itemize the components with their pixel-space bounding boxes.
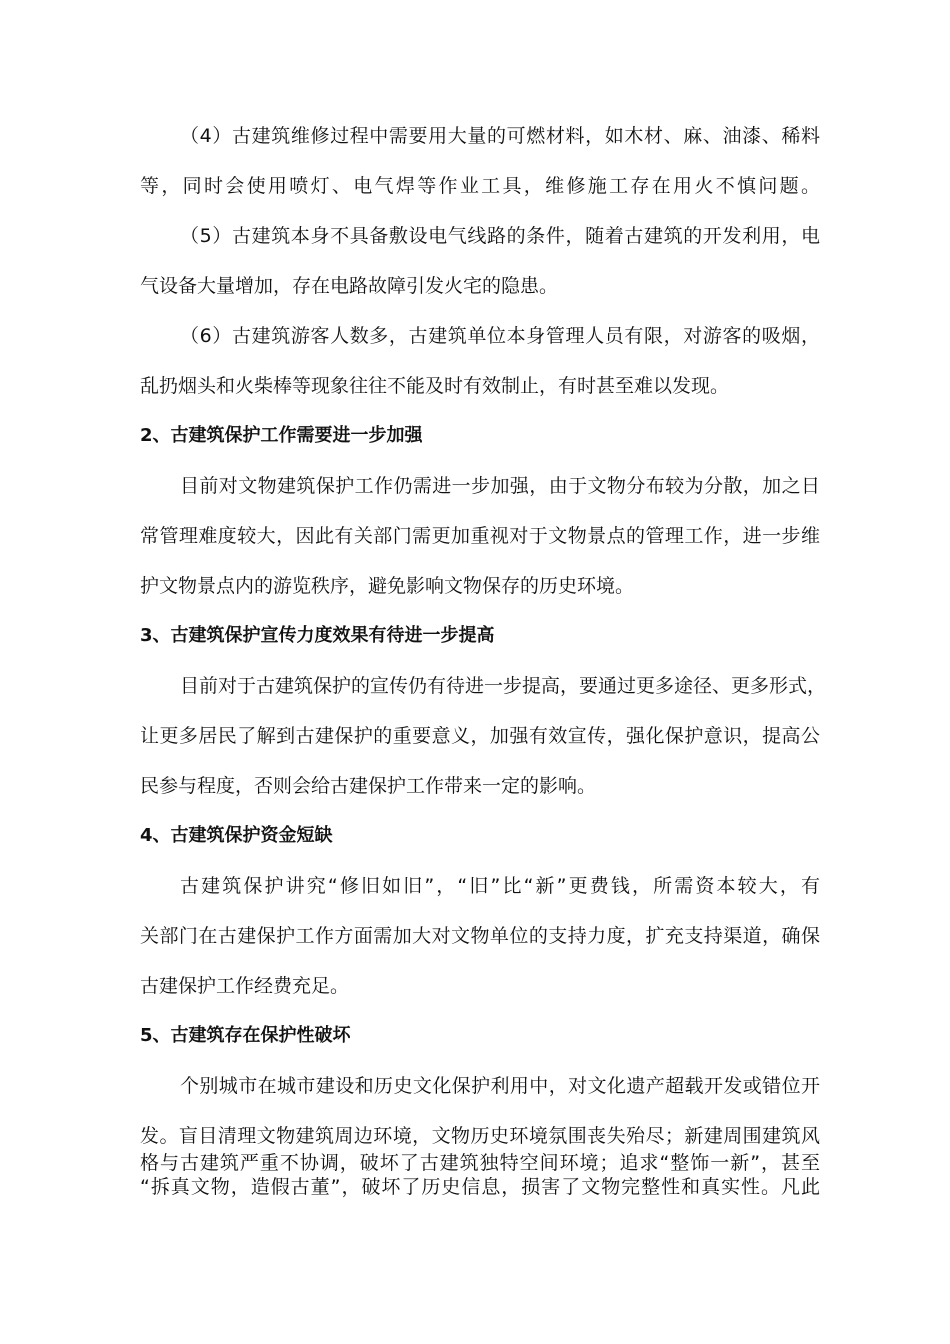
paragraph-line: 常管理难度较大，因此有关部门需更加重视对于文物景点的管理工作，进一步维 xyxy=(140,525,820,547)
section-heading: 5、古建筑存在保护性破坏 xyxy=(140,1025,351,1046)
section-heading: 2、古建筑保护工作需要进一步加强 xyxy=(140,425,423,446)
section-heading: 4、古建筑保护资金短缺 xyxy=(140,825,333,846)
paragraph-line: （6）古建筑游客人数多，古建筑单位本身管理人员有限，对游客的吸烟， xyxy=(180,325,820,347)
paragraph-line: 目前对文物建筑保护工作仍需进一步加强，由于文物分布较为分散，加之日 xyxy=(180,475,820,497)
paragraph-line: 格与古建筑严重不协调，破坏了古建筑独特空间环境；追求“整饰一新”，甚至 xyxy=(140,1152,820,1174)
paragraph-line: “拆真文物，造假古董”，破坏了历史信息，损害了文物完整性和真实性。凡此 xyxy=(140,1176,820,1198)
paragraph-line: 等，同时会使用喷灯、电气焊等作业工具，维修施工存在用火不慎问题。 xyxy=(140,175,820,197)
paragraph-line: 乱扔烟头和火柴棒等现象往往不能及时有效制止，有时甚至难以发现。 xyxy=(140,375,730,397)
paragraph-line: 护文物景点内的游览秩序，避免影响文物保存的历史环境。 xyxy=(140,575,635,597)
paragraph-line: 目前对于古建筑保护的宣传仍有待进一步提高，要通过更多途径、更多形式， xyxy=(180,675,827,697)
paragraph-line: 气设备大量增加，存在电路故障引发火宅的隐患。 xyxy=(140,275,559,297)
paragraph-line: （4）古建筑维修过程中需要用大量的可燃材料，如木材、麻、油漆、稀料 xyxy=(180,125,820,147)
paragraph-line: 让更多居民了解到古建保护的重要意义，加强有效宣传，强化保护意识，提高公 xyxy=(140,725,820,747)
paragraph-line: 个别城市在城市建设和历史文化保护利用中，对文化遗产超载开发或错位开 xyxy=(180,1075,820,1097)
paragraph-line: 民参与程度，否则会给古建保护工作带来一定的影响。 xyxy=(140,775,597,797)
paragraph-line: 古建保护工作经费充足。 xyxy=(140,975,350,997)
paragraph-line: 发。盲目清理文物建筑周边环境，文物历史环境氛围丧失殆尽；新建周围建筑风 xyxy=(140,1125,820,1147)
paragraph-line: （5）古建筑本身不具备敷设电气线路的条件，随着古建筑的开发利用，电 xyxy=(180,225,820,247)
paragraph-line: 古建筑保护讲究“修旧如旧”，“旧”比“新”更费钱，所需资本较大，有 xyxy=(180,875,820,897)
paragraph-line: 关部门在古建保护工作方面需加大对文物单位的支持力度，扩充支持渠道，确保 xyxy=(140,925,820,947)
section-heading: 3、古建筑保护宣传力度效果有待进一步提高 xyxy=(140,625,495,646)
